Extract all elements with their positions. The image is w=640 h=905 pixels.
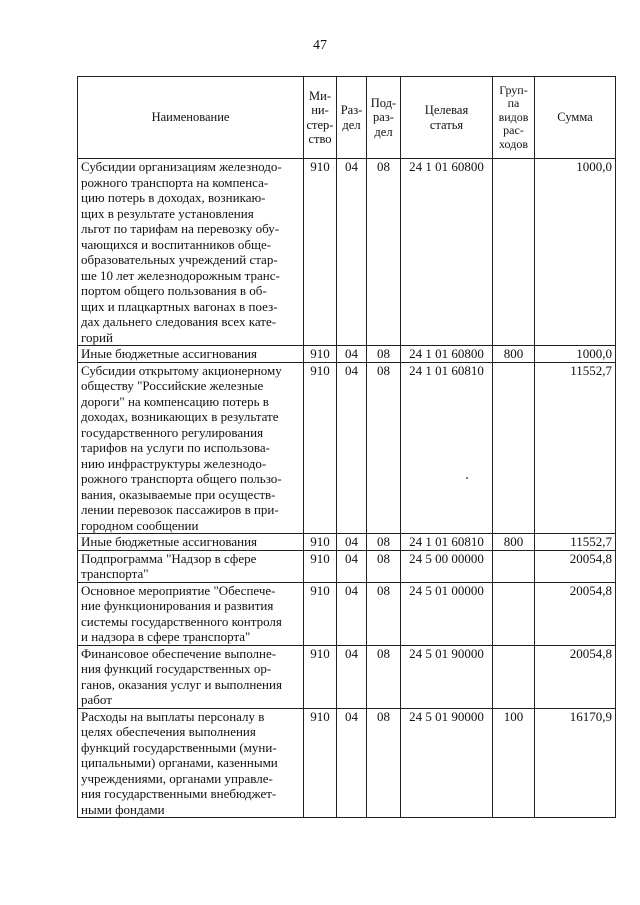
table-header-row (78, 77, 616, 159)
row-ministry: 910 (304, 534, 337, 551)
header-subsection: Под- раз- дел (367, 77, 401, 159)
table-row (78, 582, 616, 645)
row-subsection: 08 (367, 708, 401, 818)
row-name: Финансовое обеспечение выполне- ния функций государственных ор- ганов, оказания услуг и выполнения работ (78, 645, 304, 708)
row-section: 04 (337, 582, 367, 645)
table-row (78, 708, 616, 818)
budget-table (77, 76, 616, 818)
scan-speck (466, 477, 468, 479)
row-subsection: 08 (367, 550, 401, 582)
row-group (493, 645, 535, 708)
row-section: 04 (337, 346, 367, 363)
row-sum: 20054,8 (535, 550, 616, 582)
row-ministry: 910 (304, 550, 337, 582)
table-row (78, 362, 616, 534)
table-row (78, 159, 616, 346)
row-sum: 11552,7 (535, 362, 616, 534)
row-ministry: 910 (304, 362, 337, 534)
row-target: 24 1 01 60800 (401, 159, 493, 346)
row-group: 100 (493, 708, 535, 818)
row-target: 24 1 01 60810 (401, 362, 493, 534)
row-name: Субсидии организациям железнодо- рожного транспорта на компенса- цию потерь в доходах, возникаю- щих в результате установления льгот по тарифам на перевозку обу- чающихся и воспитанников обще- образовательных учреждений стар- ше 10 лет железнодорожным транс- портом общего пользования в об- щих и плацкартных вагонах в поез- дах дальнего следования всех кате- горий (78, 159, 304, 346)
row-ministry: 910 (304, 159, 337, 346)
row-subsection: 08 (367, 159, 401, 346)
row-subsection: 08 (367, 362, 401, 534)
row-group (493, 582, 535, 645)
row-sum: 16170,9 (535, 708, 616, 818)
row-ministry: 910 (304, 645, 337, 708)
row-name: Расходы на выплаты персоналу в целях обеспечения выполнения функций государственными (муни- ципальными) органами, казенными учреждениями, органами управле- ния государственными внебюджет- ными фондами (78, 708, 304, 818)
row-subsection: 08 (367, 534, 401, 551)
page-number: 47 (313, 38, 327, 53)
row-group: 800 (493, 534, 535, 551)
row-sum: 1000,0 (535, 346, 616, 363)
row-section: 04 (337, 159, 367, 346)
table-row (78, 346, 616, 363)
row-sum: 20054,8 (535, 582, 616, 645)
table-row (78, 645, 616, 708)
row-target: 24 5 00 00000 (401, 550, 493, 582)
row-section: 04 (337, 550, 367, 582)
header-section: Раз- дел (337, 77, 367, 159)
row-ministry: 910 (304, 582, 337, 645)
row-target: 24 1 01 60800 (401, 346, 493, 363)
row-section: 04 (337, 645, 367, 708)
row-group (493, 550, 535, 582)
row-target: 24 5 01 00000 (401, 582, 493, 645)
row-subsection: 08 (367, 582, 401, 645)
row-sum: 20054,8 (535, 645, 616, 708)
row-group (493, 159, 535, 346)
row-ministry: 910 (304, 346, 337, 363)
table-row (78, 550, 616, 582)
row-subsection: 08 (367, 645, 401, 708)
row-name: Субсидии открытому акционерному обществу "Российские железные дороги" на компенсацию потерь в доходах, возникающих в результате государственного регулирования тарифов на услуги по использова- нию инфраструктуры железнодо- рожного транспорта общего пользо- вания, оказываемые при осуществ- лении перевозок пассажиров в при- городном сообщении (78, 362, 304, 534)
row-name: Подпрограмма "Надзор в сфере транспорта" (78, 550, 304, 582)
row-target: 24 1 01 60810 (401, 534, 493, 551)
row-name: Иные бюджетные ассигнования (78, 534, 304, 551)
row-sum: 11552,7 (535, 534, 616, 551)
row-target: 24 5 01 90000 (401, 645, 493, 708)
row-target: 24 5 01 90000 (401, 708, 493, 818)
row-group (493, 362, 535, 534)
table-row (78, 534, 616, 551)
row-ministry: 910 (304, 708, 337, 818)
row-section: 04 (337, 708, 367, 818)
row-section: 04 (337, 534, 367, 551)
header-sum: Сумма (535, 77, 616, 159)
row-sum: 1000,0 (535, 159, 616, 346)
header-ministry: Ми- ни- стер- ство (304, 77, 337, 159)
header-name: Наименование (78, 77, 304, 159)
row-name: Основное мероприятие "Обеспече- ние функционирования и развития системы государственного контроля и надзора в сфере транспорта" (78, 582, 304, 645)
row-name: Иные бюджетные ассигнования (78, 346, 304, 363)
row-section: 04 (337, 362, 367, 534)
header-target: Целевая статья (401, 77, 493, 159)
header-group: Груп- па видов рас- ходов (493, 77, 535, 159)
row-subsection: 08 (367, 346, 401, 363)
row-group: 800 (493, 346, 535, 363)
